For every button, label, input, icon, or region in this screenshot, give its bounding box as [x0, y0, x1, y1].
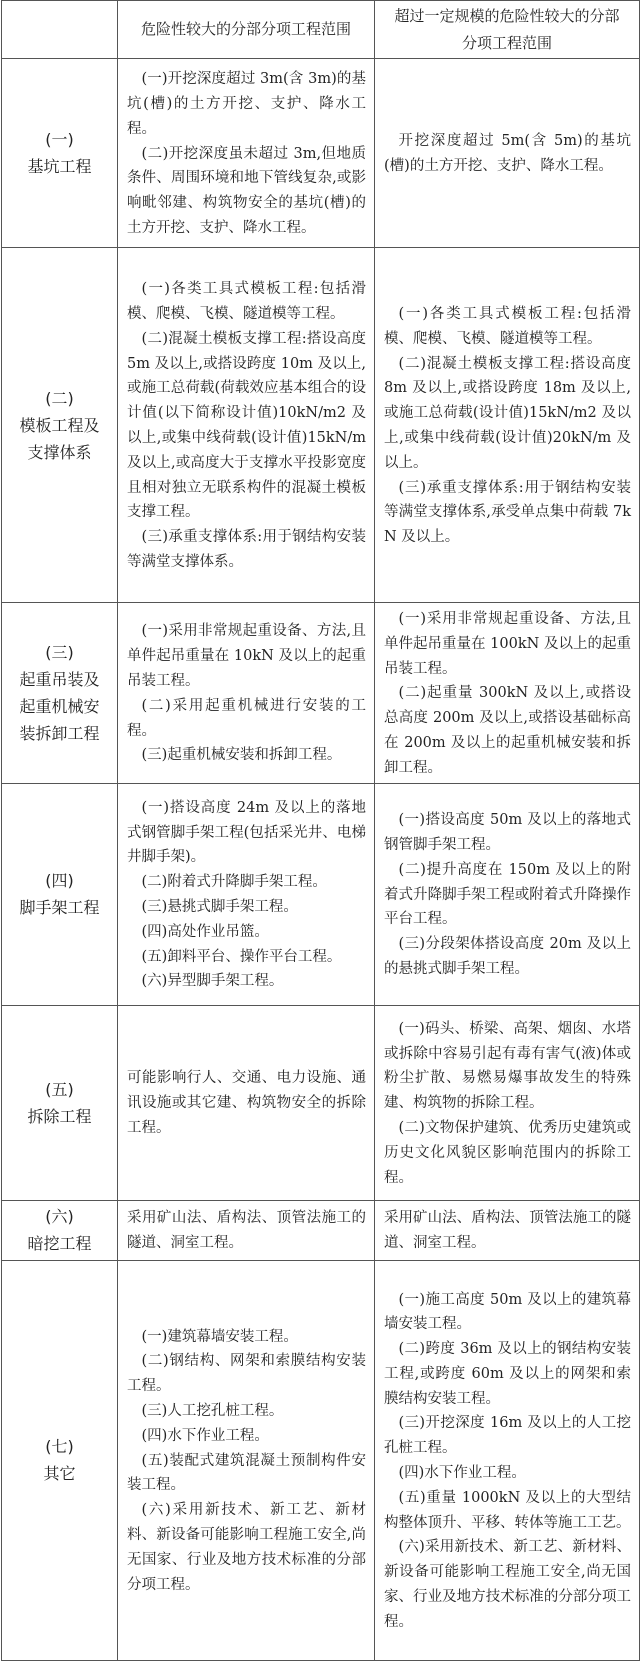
clause: (二)跨度 36m 及以上的钢结构安装工程,或跨度 60m 及以上的网架和索膜结构安装工程。	[384, 1341, 631, 1407]
table-row	[2, 1260, 640, 1660]
clause: (一)采用非常规起重设备、方法,且单件起吊重量在 10kN 及以上的起重吊装工程。	[127, 623, 366, 689]
large-scale-scope-cell	[375, 248, 640, 603]
clause: (四)水下作业工程。	[398, 1465, 526, 1482]
clause: (二)开挖深度虽未超过 3m,但地质条件、周围环境和地下管线复杂,或影响毗邻建、构筑物安全的基坑(槽)的土方开挖、支护、降水工程。	[127, 145, 366, 236]
clause: (一)搭设高度 50m 及以上的落地式钢管脚手架工程。	[384, 812, 631, 854]
clause: (四)水下作业工程。	[141, 1427, 269, 1444]
clause: (二)提升高度在 150m 及以上的附着式升降脚手架工程或附着式升降操作平台工程。	[384, 861, 631, 928]
clause: (四)高处作业吊篮。	[141, 923, 269, 940]
clause: (二)采用起重机械进行安装的工程。	[127, 697, 366, 739]
clause: (三)承重支撑体系:用于钢结构安装等满堂支撑体系。	[127, 529, 366, 570]
clause: (一)各类工具式模板工程:包括滑模、爬模、飞模、隧道模等工程。	[127, 281, 366, 323]
clause: (一)施工高度 50m 及以上的建筑幕墙安装工程。	[384, 1291, 631, 1333]
category-cell	[2, 783, 118, 1005]
header-large-scale-hazard-scope: 超过一定规模的危险性较大的分部分项工程范围	[375, 1, 640, 59]
clause: (六)采用新技术、新工艺、新材料、新设备可能影响工程施工安全,尚无国家、行业及地方技术标准的分部分项工程。	[127, 1502, 366, 1593]
hazard-scope-cell	[118, 1260, 375, 1660]
clause: 开挖深度超过 5m(含 5m)的基坑(槽)的土方开挖、支护、降水工程。	[384, 133, 631, 174]
hazard-scope-cell	[118, 783, 375, 1005]
category-number: (二)	[45, 388, 74, 408]
clause: 采用矿山法、盾构法、顶管法施工的隧道、洞室工程。	[384, 1210, 631, 1252]
large-scale-scope-cell	[375, 59, 640, 248]
category-name: 基坑工程	[27, 157, 92, 176]
hazard-scope-cell	[118, 59, 375, 248]
category-number: (四)	[45, 871, 74, 891]
clause: (一)开挖深度超过 3m(含 3m)的基坑(槽)的土方开挖、支护、降水工程。	[127, 71, 366, 137]
large-scale-scope-cell	[375, 603, 640, 784]
clause: (二)钢结构、网架和索膜结构安装工程。	[127, 1353, 366, 1395]
clause: 采用矿山法、盾构法、顶管法施工的隧道、洞室工程。	[127, 1210, 366, 1252]
header-hazard-scope: 危险性较大的分部分项工程范围	[118, 1, 375, 59]
category-number: (五)	[45, 1079, 74, 1099]
clause: (六)异型脚手架工程。	[141, 973, 284, 990]
large-scale-scope-cell	[375, 783, 640, 1005]
hazard-scope-cell	[118, 603, 375, 784]
clause: (三)承重支撑体系:用于钢结构安装等满堂支撑体系,承受单点集中荷载 7kN 及以上。	[384, 479, 631, 546]
category-number: (一)	[45, 130, 74, 149]
category-cell	[2, 1200, 118, 1260]
clause: (六)采用新技术、新工艺、新材料、新设备可能影响工程施工安全,尚无国家、行业及地方技术标准的分部分项工程。	[384, 1539, 631, 1630]
clause: (一)建筑幕墙安装工程。	[141, 1328, 298, 1345]
category-name: 起重吊装及起重机械安装拆卸工程	[19, 669, 100, 743]
category-number: (六)	[45, 1207, 74, 1227]
category-name: 模板工程及支撑体系	[19, 415, 100, 462]
table-row	[2, 603, 640, 784]
clause: (一)各类工具式模板工程:包括滑模、爬模、飞模、隧道模等工程。	[384, 306, 631, 347]
clause: (三)起重机械安装和拆卸工程。	[141, 747, 342, 764]
category-cell	[2, 1260, 118, 1660]
hazard-scope-cell	[118, 1005, 375, 1200]
clause: (一)码头、桥梁、高架、烟囱、水塔或拆除中容易引起有毒有害气(液)体或粉尘扩散、易燃易爆事故发生的特殊建、构筑物的拆除工程。	[384, 1020, 631, 1112]
table-row	[2, 1005, 640, 1200]
clause: (五)重量 1000kN 及以上的大型结构整体顶升、平移、转体等施工工艺。	[384, 1489, 631, 1531]
hazard-scope-table	[1, 0, 640, 1661]
category-cell	[2, 1005, 118, 1200]
clause: (二)混凝土模板支撑工程:搭设高度 8m 及以上,或搭设跨度 18m 及以上,或施工总荷载(设计值)15kN/m2 及以上,或集中线荷载(设计值)20kN/m 及以上。	[384, 355, 631, 471]
category-name: 拆除工程	[27, 1106, 92, 1126]
table-row	[2, 248, 640, 603]
large-scale-scope-cell	[375, 1005, 640, 1200]
header-category-cell	[2, 1, 118, 59]
clause: (三)开挖深度 16m 及以上的人工挖孔桩工程。	[384, 1415, 631, 1457]
clause: (三)分段架体搭设高度 20m 及以上的悬挑式脚手架工程。	[384, 936, 631, 978]
clause: (一)采用非常规起重设备、方法,且单件起吊重量在 100kN 及以上的起重吊装工程。	[384, 611, 631, 677]
table-row	[2, 1200, 640, 1260]
clause: (二)混凝土模板支撑工程:搭设高度 5m 及以上,或搭设跨度 10m 及以上,或施工总荷载(荷载效应基本组合的设计值(以下简称设计值)10kN/m2 及以上,或集中线荷载(设计值)15kN/m 及以上,或高度大于支撑水平投影宽度且相对独立无联系构件的混凝土模板支撑工程。	[127, 330, 366, 521]
hazard-scope-cell	[118, 248, 375, 603]
clause: (五)卸料平台、操作平台工程。	[141, 948, 342, 965]
category-number: (七)	[45, 1437, 74, 1457]
category-name: 暗挖工程	[27, 1234, 92, 1254]
category-cell	[2, 603, 118, 784]
category-cell	[2, 248, 118, 603]
large-scale-scope-cell	[375, 1260, 640, 1660]
category-name: 其它	[43, 1464, 76, 1484]
clause: (二)文物保护建筑、优秀历史建筑或历史文化风貌区影响范围内的拆除工程。	[384, 1119, 631, 1186]
category-name: 脚手架工程	[19, 898, 100, 918]
clause: (一)搭设高度 24m 及以上的落地式钢管脚手架工程(包括采光井、电梯井脚手架)。	[127, 799, 366, 866]
hazard-scope-cell	[118, 1200, 375, 1260]
table-row	[2, 783, 640, 1005]
table-header-row	[2, 1, 640, 59]
large-scale-scope-cell	[375, 1200, 640, 1260]
clause: (五)装配式建筑混凝土预制构件安装工程。	[127, 1452, 366, 1494]
category-cell	[2, 59, 118, 248]
clause: (三)悬挑式脚手架工程。	[141, 899, 298, 916]
clause: (二)起重量 300kN 及以上,或搭设总高度 200m 及以上,或搭设基础标高在 200m 及以上的起重机械安装和拆卸工程。	[384, 685, 631, 776]
clause: (二)附着式升降脚手架工程。	[141, 874, 327, 891]
clause: 可能影响行人、交通、电力设施、通讯设施或其它建、构筑物安全的拆除工程。	[127, 1070, 366, 1136]
clause: (三)人工挖孔桩工程。	[141, 1403, 284, 1420]
category-number: (三)	[45, 642, 74, 662]
table-row	[2, 59, 640, 248]
